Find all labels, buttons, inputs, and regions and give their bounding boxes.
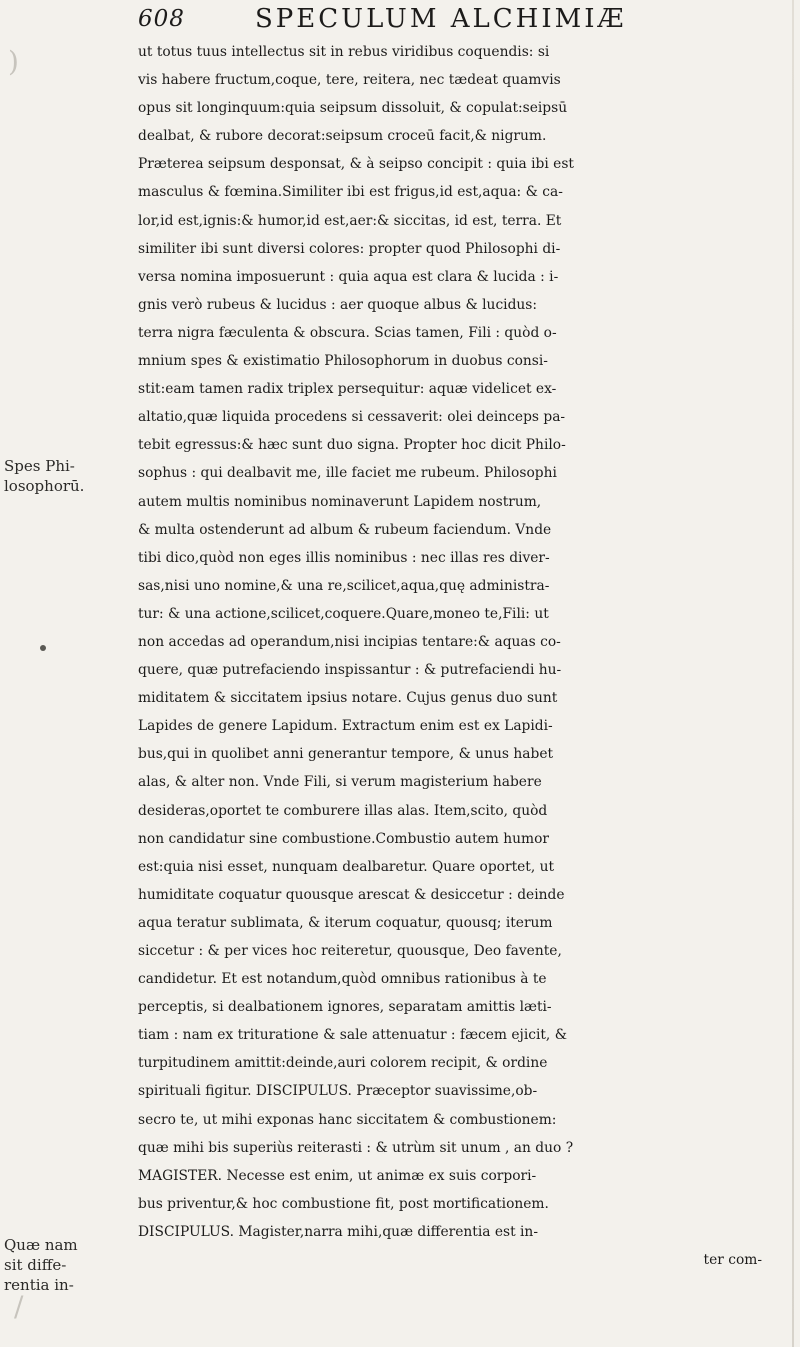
text-line: masculus & fœmina.Similiter ibi est frigus,id est,aqua: & ca- [138,184,563,201]
text-line: secro te, ut mihi exponas hanc siccitatem & combustionem: [138,1111,557,1128]
show-through-mark: / [14,1290,24,1323]
text-line: tibi dico,quòd non eges illis nominibus : nec illas res diver- [138,549,550,566]
text-line: similiter ibi sunt diversi colores: propter quod Philosophi di- [138,240,561,257]
text-line: alas, & alter non. Vnde Fili, si verum magisterium habere [138,774,542,791]
text-line: tiam : nam ex trituratione & sale attenuatur : fæcem ejicit, & [138,1027,567,1044]
text-line: miditatem & siccitatem ipsius notare. Cujus genus duo sunt [138,690,558,707]
text-line: terra nigra fæculenta & obscura. Scias tamen, Fili : quòd o- [138,324,557,341]
margin-note-line: Quæ nam [4,1236,78,1254]
text-line: versa nomina imposuerunt : quia aqua est clara & lucida : i- [138,268,559,285]
text-line: quere, quæ putrefaciendo inspissantur : & putrefaciendi hu- [138,662,562,679]
text-line: spirituali figitur. DISCIPULUS. Præceptor suavissime,ob- [138,1083,538,1100]
text-line: lor,id est,ignis:& humor,id est,aer:& siccitas, id est, terra. Et [138,212,562,229]
margin-note-line: Spes Phi- [4,457,75,475]
text-line: altatio,quæ liquida procedens si cessaverit: olei deinceps pa- [138,409,566,426]
body-text [138,38,790,1274]
text-line: desideras,oportet te comburere illas alas. Item,scito, quòd [138,802,548,819]
text-line: non accedas ad operandum,nisi incipias tentare:& aquas co- [138,633,561,650]
page-edge [792,0,794,1347]
margin-note-line: rentia in- [4,1276,74,1294]
text-line: ut totus tuus intellectus sit in rebus viridibus coquendis: si [138,44,550,60]
page-number: 608 [138,6,185,32]
text-line: MAGISTER. Necesse est enim, ut animæ ex suis corpori- [138,1167,537,1184]
text-line: perceptis, si dealbationem ignores, separatam amittis læti- [138,999,552,1016]
text-line: vis habere fructum,coque, tere, reitera, nec tædeat quamvis [138,72,561,89]
margin-note-line: sit diffe- [4,1256,67,1274]
text-line: tebit egressus:& hæc sunt duo signa. Propter hoc dicit Philo- [138,437,566,454]
text-line: DISCIPULUS. Magister,narra mihi,quæ differentia est in- [138,1223,538,1240]
page-header [110,4,790,36]
ink-spot [40,645,46,651]
text-line: non candidatur sine combustione.Combustio autem humor [138,830,549,847]
margin-note-differentia [4,1235,99,1295]
text-line: sophus : qui dealbavit me, ille faciet me rubeum. Philosophi [138,465,557,482]
margin-note-line: losophorū. [4,477,85,495]
text-line: gnis verò rubeus & lucidus : aer quoque albus & lucidus: [138,296,538,313]
text-line: candidetur. Et est notandum,quòd omnibus rationibus à te [138,971,547,988]
text-line: humiditate coquatur quousque arescat & desiccetur : deinde [138,886,565,903]
text-line: autem multis nominibus nominaverunt Lapidem nostrum, [138,493,542,510]
text-line: quæ mihi bis superiùs reiterasti : & utrùm sit unum , an duo ? [138,1139,574,1156]
text-line: opus sit longinquum:quia seipsum dissoluit, & copulat:seipsū [138,100,568,117]
text-line: stit:eam tamen radix triplex persequitur: aquæ videlicet ex- [138,381,557,398]
text-line: turpitudinem amittit:deinde,auri colorem recipit, & ordine [138,1055,548,1072]
text-line: mnium spes & existimatio Philosophorum in duobus consi- [138,353,548,370]
running-title: SPECULUM ALCHIMIÆ [255,4,627,34]
text-line: bus priventur,& hoc combustione fit, post mortificationem. [138,1195,549,1212]
text-line: Præterea seipsum desponsat, & à seipso concipit : quia ibi est [138,156,574,173]
show-through-mark: ) [8,45,19,78]
text-line: & multa ostenderunt ad album & rubeum faciendum. Vnde [138,521,552,538]
margin-note-spes [4,456,99,496]
text-line: tur: & una actione,scilicet,coquere.Quare,moneo te,Fili: ut [138,605,549,622]
catchword: ter com- [703,1252,762,1269]
text-line: Lapides de genere Lapidum. Extractum enim est ex Lapidi- [138,718,553,735]
text-line: sas,nisi uno nomine,& una re,scilicet,aqua,quę administra- [138,577,550,594]
text-line: aqua teratur sublimata, & iterum coquatur, quousq; iterum [138,914,553,931]
text-line: bus,qui in quolibet anni generantur tempore, & unus habet [138,746,554,763]
text-line: est:quia nisi esset, nunquam dealbaretur. Quare oportet, ut [138,858,555,875]
text-line: siccetur : & per vices hoc reiteretur, quousque, Deo favente, [138,943,562,959]
text-line: dealbat, & rubore decorat:seipsum croceū facit,& nigrum. [138,128,547,145]
